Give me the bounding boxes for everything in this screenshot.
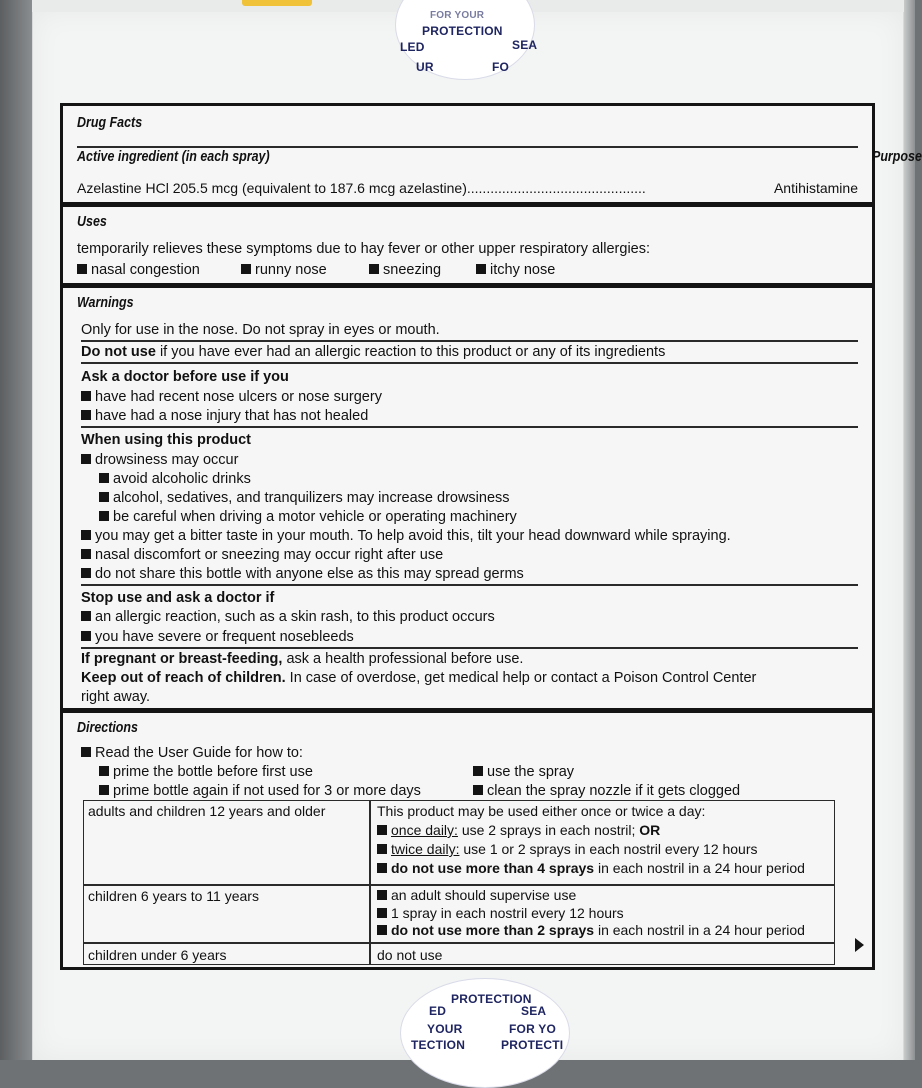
table-dose-item: do not use more than 4 sprays in each nostril in a 24 hour period [377,860,805,877]
ask-doctor-item: have had recent nose ulcers or nose surgery [81,389,382,406]
uses-item: nasal congestion [77,262,200,279]
section-bar [63,708,872,713]
do-not-use-text: Do not use if you have ever had an allergic reaction to this product or any of its ingredients [81,344,666,360]
bullet-icon [81,568,91,578]
table-dose-intro: This product may be used either once or twice a day: [377,803,706,819]
bullet-icon [99,473,109,483]
when-using-item: do not share this bottle with anyone else as this may spread germs [81,566,524,583]
purpose-text: Antihistamine [773,180,858,196]
seal-text: UR [416,60,434,74]
bullet-icon [377,825,387,835]
guide-item: use the spray [473,764,574,781]
warnings-heading: Warnings [77,295,134,311]
when-using-subitem: alcohol, sedatives, and tranquilizers may increase drowsiness [99,490,510,507]
ask-doctor-item: have had a nose injury that has not healed [81,408,368,425]
seal-text: FOR YO [509,1022,556,1036]
uses-heading: Uses [77,214,107,230]
bullet-icon [99,492,109,502]
continue-arrow-icon [855,938,864,952]
divider [77,146,858,148]
when-using-item: nasal discomfort or sneezing may occur right after use [81,547,443,564]
bullet-icon [99,511,109,521]
drug-facts-panel [60,103,922,970]
when-using-subitem: avoid alcoholic drinks [99,471,251,488]
seal-text: ED [429,1004,447,1018]
pregnant-text: If pregnant or breast-feeding, ask a health professional before use. [81,651,524,667]
section-bar [63,202,872,207]
bullet-icon [473,785,483,795]
uses-item: itchy nose [476,262,555,279]
table-age-cell: children under 6 years [88,947,227,963]
table-divider [84,942,834,944]
guide-item: clean the spray nozzle if it gets clogged [473,783,740,800]
bullet-icon [81,391,91,401]
seal-text: PROTECTION [422,24,503,38]
seal-text: YOUR [427,1022,463,1036]
uses-item: runny nose [241,262,327,279]
bullet-icon [99,785,109,795]
bullet-icon [476,264,486,274]
bullet-icon [81,410,91,420]
when-using-heading: When using this product [81,432,251,448]
table-dose-item: do not use more than 2 sprays in each nostril in a 24 hour period [377,922,805,939]
seal-text: FO [492,60,510,74]
table-age-cell: adults and children 12 years and older [88,803,326,819]
dosage-table [83,800,835,965]
drug-facts-title: Drug Facts [77,115,143,131]
guide-item: prime bottle again if not used for 3 or more days [99,783,421,800]
bullet-icon [99,766,109,776]
bullet-icon [81,530,91,540]
section-bar [63,283,872,288]
table-divider [84,884,834,886]
keep-out-text-cont: right away. [81,689,151,705]
stop-use-heading: Stop use and ask a doctor if [81,590,275,606]
bullet-icon [377,925,387,935]
protection-seal-bottom [400,978,570,1088]
divider [81,584,858,586]
stop-use-item: an allergic reaction, such as a skin rash, to this product occurs [81,609,495,626]
uses-intro: temporarily relieves these symptoms due to hay fever or other upper respiratory allergies: [77,241,651,257]
bullet-icon [81,747,91,757]
uses-item: sneezing [369,262,441,279]
bullet-icon [377,908,387,918]
bullet-icon [369,264,379,274]
seal-text: SEA [521,1004,547,1018]
divider [81,647,858,649]
bullet-icon [81,549,91,559]
table-dose-item: do not use [377,947,443,963]
bullet-icon [377,863,387,873]
box-side-left [0,0,32,1060]
when-using-item: you may get a bitter taste in your mouth. To help avoid this, tilt your head downward while spraying. [81,528,731,545]
table-age-cell: children 6 years to 11 years [88,888,259,904]
directions-heading: Directions [77,720,138,736]
seal-text: PROTECTI [501,1038,564,1052]
bullet-icon [81,454,91,464]
table-dose-item: twice daily: use 1 or 2 sprays in each nostril every 12 hours [377,841,758,858]
keep-out-text: Keep out of reach of children. In case of overdose, get medical help or contact a Poison Control Center [81,670,757,686]
table-dose-item: 1 spray in each nostril every 12 hours [377,905,624,922]
purpose-heading: Purpose [871,149,922,165]
seal-text: LED [400,40,425,54]
yellow-tab [242,0,312,6]
read-guide-text: Read the User Guide for how to: [81,745,303,762]
divider [81,340,858,342]
seal-text: SEA [512,38,538,52]
nose-only-text: Only for use in the nose. Do not spray in eyes or mouth. [81,322,440,338]
seal-text: FOR YOUR [430,10,485,21]
bullet-icon [377,890,387,900]
table-dose-item: an adult should supervise use [377,887,576,904]
stop-use-item: you have severe or frequent nosebleeds [81,629,354,646]
bullet-icon [377,844,387,854]
seal-text: TECTION [411,1038,466,1052]
bullet-icon [473,766,483,776]
ask-doctor-heading: Ask a doctor before use if you [81,369,289,385]
ingredient-text: Azelastine HCl 205.5 mcg (equivalent to 187.6 mcg azelastine).............................................. [77,180,646,196]
divider [81,426,858,428]
table-dose-item: once daily: use 2 sprays in each nostril; OR [377,822,660,839]
seal-text: PROTECTION [451,992,532,1006]
bullet-icon [81,631,91,641]
when-using-item: drowsiness may occur [81,452,238,469]
active-ingredient-heading: Active ingredient (in each spray) [77,149,270,165]
divider [81,362,858,364]
guide-item: prime the bottle before first use [99,764,313,781]
bullet-icon [77,264,87,274]
table-divider [369,801,371,964]
bullet-icon [81,611,91,621]
bullet-icon [241,264,251,274]
when-using-subitem: be careful when driving a motor vehicle or operating machinery [99,509,517,526]
